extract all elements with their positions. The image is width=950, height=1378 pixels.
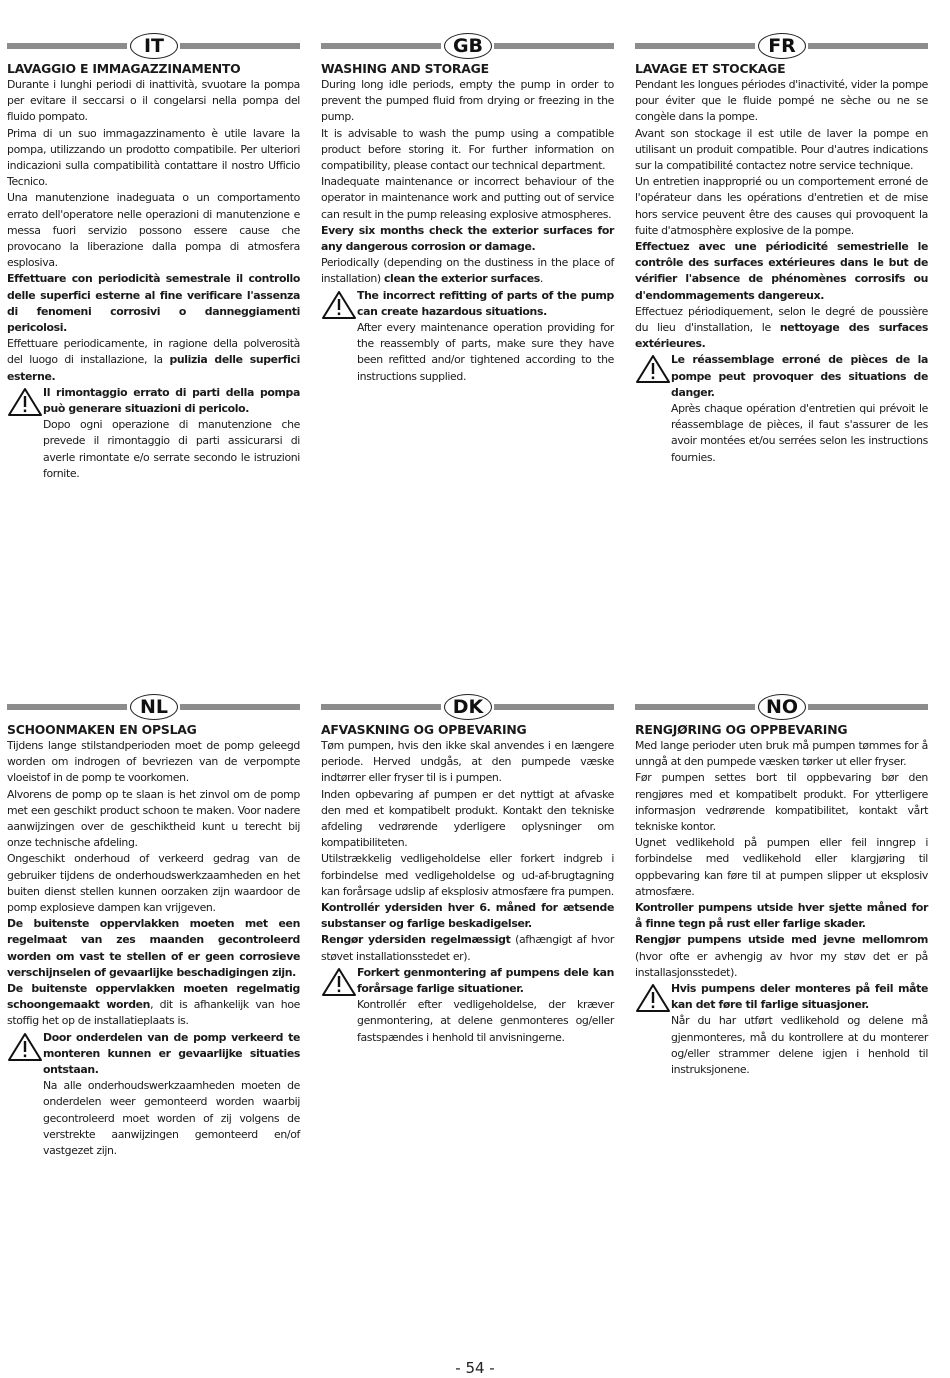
header-rule-left: [321, 704, 441, 710]
language-badge: IT: [130, 33, 178, 59]
warning-title: Door onderdelen van de pomp verkeerd te monteren kunnen er gevaarlijke situaties ontstaan.: [43, 1030, 300, 1077]
paragraph: Prima di un suo immagazzinamento è utile lavare la pompa, utilizzando un prodotto compatibile. Per ulteriori indicazioni sulla compatibilità contattare il nostro Ufficio Tecnico.: [7, 126, 300, 189]
section-header: [635, 33, 928, 59]
header-rule-right: [808, 704, 928, 710]
section-it: [7, 33, 300, 482]
header-rule-left: [7, 704, 127, 710]
paragraph: Pendant les longues périodes d'inactivité, vider la pompe pour éviter que le fluide pompé ne sèche ou ne se congèle dans la pompe.: [635, 78, 928, 124]
header-rule-left: [7, 43, 127, 49]
paragraph: During long idle periods, empty the pump in order to prevent the pumped fluid from drying or freezing in the pump.: [321, 78, 614, 124]
paragraph: Un entretien inapproprié ou un comportement erroné de l'opérateur dans les opérations d'entretien et de mise hors service peuvent être des causes qui provoquent la fuite d'atmosphère explosive de la pompe.: [635, 175, 928, 237]
section-dk: [321, 694, 614, 1046]
header-rule-right: [180, 43, 300, 49]
warning-title: The incorrect refitting of parts of the pump can create hazardous situations.: [357, 288, 614, 318]
warning-text: Na alle onderhoudswerkzaamheden moeten de onderdelen weer gemonteerd worden waarbij gecontroleerd moet worden of zij volgens de verstrekte aanwijzingen gemonteerd en/of vastgezet zijn.: [43, 1079, 300, 1158]
section-gb: [321, 33, 614, 385]
section-title: SCHOONMAKEN EN OPSLAG: [7, 722, 197, 737]
warning-triangle-icon: [321, 967, 357, 997]
section-title: WASHING AND STORAGE: [321, 61, 489, 76]
paragraph: Utilstrækkelig vedligeholdelse eller forkert indgreb i forbindelse med vedligeholdelse og ud-af-brugtagning kan forårsage udslip af eksplosiv atmosfære fra pumpen.: [321, 852, 614, 898]
warning-block: [7, 1030, 300, 1160]
paragraph: It is advisable to wash the pump using a compatible product before storing it. For further information on compatibility, please contact our technical department.: [321, 126, 614, 173]
paragraph: De buitenste oppervlakken moeten regelmatig schoongemaakt worden, dit is afhankelijk van hoe stoffig het op de installatieplaats is.: [7, 982, 300, 1028]
section-title: RENGJØRING OG OPPBEVARING: [635, 722, 848, 737]
paragraph-bold: Kontroller pumpens utside hver sjette måned for å finne tegn på rust eller farlige skader.: [635, 901, 928, 931]
section-title: LAVAGE ET STOCKAGE: [635, 61, 786, 76]
paragraph: Inden opbevaring af pumpen er det nyttigt at afvaske den med et kompatibelt produkt. Kontakt den tekniske afdeling vedrørende yderligere oplysninger om kompatibiliteten.: [321, 787, 614, 850]
paragraph-bold: Every six months check the exterior surfaces for any dangerous corrosion or damage.: [321, 223, 614, 254]
section-header: [7, 33, 300, 59]
warning-block: [635, 981, 928, 1078]
warning-triangle-icon: [635, 354, 671, 384]
paragraph-bold: Kontrollér ydersiden hver 6. måned for ætsende substanser og farlige beskadigelser.: [321, 901, 614, 931]
warning-text: Dopo ogni operazione di manutenzione che prevede il rimontaggio di parti assicurarsi di averle rimontate e/o serrate secondo le istruzioni fornite.: [43, 418, 300, 480]
paragraph-bold: Effectuez avec une périodicité semestrielle le contrôle des surfaces extérieures dans le but de vérifier l'absence de phénomènes corrosifs ou d'endommagements dangereux.: [635, 240, 928, 302]
header-rule-right: [808, 43, 928, 49]
warning-triangle-icon: [7, 387, 43, 417]
paragraph: Periodically (depending on the dustiness in the place of installation) clean the exterior surfaces.: [321, 256, 614, 286]
section-header: [635, 694, 928, 720]
warning-text: Après chaque opération d'entretien qui prévoit le réassemblage de pièces, il faut s'assurer de les avoir montées et/ou serrées selon les instructions fournies.: [671, 402, 928, 464]
warning-text: After every maintenance operation providing for the reassembly of parts, make sure they have been refitted and/or tightened according to the instructions supplied.: [357, 321, 614, 383]
language-badge: NO: [758, 694, 806, 720]
paragraph-bold: Effettuare con periodicità semestrale il controllo delle superfici esterne al fine verificare l'assenza di fenomeni corrosivi o danneggiamenti pericolosi.: [7, 272, 300, 335]
paragraph: Rengør ydersiden regelmæssigt (afhængigt af hvor støvet installationsstedet er).: [321, 933, 614, 963]
paragraph: Una manutenzione inadeguata o un comportamento errato dell'operatore nelle operazioni di manutenzione e messa fuori servizio possono essere cause che provocano la liberazione dalla pompa di atmosfera esplosiva.: [7, 191, 300, 270]
header-rule-left: [635, 43, 755, 49]
paragraph: Effettuare periodicamente, in ragione della polverosità del luogo di installazione, la pulizia delle superfici esterne.: [7, 337, 301, 383]
section-header: [7, 694, 300, 720]
header-rule-right: [494, 43, 614, 49]
header-rule-left: [635, 704, 755, 710]
paragraph: Tøm pumpen, hvis den ikke skal anvendes i en længere periode. Herved undgås, at den pumpede væske indtørrer eller fryser til is i pumpen.: [321, 739, 614, 785]
section-nl: [7, 694, 300, 1159]
paragraph: Ongeschikt onderhoud of verkeerd gedrag van de gebruiker tijdens de onderhoudswerkzaamheden en het buiten dienst stellen kunnen oorzaken zijn waardoor de pomp explosieve dampen kan vrijgeven.: [7, 852, 300, 915]
warning-block: [321, 288, 614, 385]
header-rule-left: [321, 43, 441, 49]
header-rule-right: [494, 704, 614, 710]
language-badge: NL: [130, 694, 178, 720]
section-header: [321, 694, 614, 720]
paragraph: Effectuez périodiquement, selon le degré de poussière du lieu d'installation, le nettoyage des surfaces extérieures.: [635, 304, 928, 351]
warning-title: Hvis pumpens deler monteres på feil måte kan det føre til farlige situasjoner.: [671, 982, 928, 1012]
paragraph: Durante i lunghi periodi di inattività, svuotare la pompa per evitare il seccarsi o il congelarsi nella pompa del fluido pompato.: [7, 78, 300, 124]
language-badge: FR: [758, 33, 806, 59]
paragraph: Før pumpen settes bort til oppbevaring bør den rengjøres med et kompatibelt produkt. For ytterligere informasjon vedrørende kompatibilitet, kontakt vårt tekniske kontor.: [635, 771, 928, 834]
warning-text: Kontrollér efter vedligeholdelse, der kræver genmontering, at delene genmonteres og/eller fastspændes i henhold til anvisningerne.: [357, 998, 614, 1044]
paragraph: Alvorens de pomp op te slaan is het zinvol om de pomp met een geschikt product schoon te maken. Voor nadere aanwijzingen over de geschiktheid kunt u terecht bij onze technische afdeling.: [7, 787, 300, 850]
warning-triangle-icon: [321, 290, 357, 320]
paragraph: Med lange perioder uten bruk må pumpen tømmes for å unngå at den pumpede væsken tørker ut eller fryser.: [635, 739, 928, 769]
section-header: [321, 33, 614, 59]
paragraph: Inadequate maintenance or incorrect behaviour of the operator in maintenance work and putting out of service can result in the pump releasing explosive atmospheres.: [321, 175, 614, 221]
warning-title: Le réassemblage erroné de pièces de la pompe peut provoquer des situations de danger.: [671, 353, 928, 399]
paragraph-bold: De buitenste oppervlakken moeten met een regelmaat van zes maanden gecontroleerd worden om vast te stellen of er geen corrosieve verschijnselen of gevaarlijke beschadigingen zijn.: [7, 917, 300, 979]
warning-title: Il rimontaggio errato di parti della pompa può generare situazioni di pericolo.: [43, 385, 300, 416]
header-rule-right: [180, 704, 300, 710]
warning-block: [321, 965, 614, 1046]
language-badge: GB: [444, 33, 492, 59]
warning-block: [635, 352, 928, 465]
paragraph: Ugnet vedlikehold på pumpen eller feil inngrep i forbindelse med vedlikehold eller klargjøring til oppbevaring kan føre til at pumpen slipper ut eksplosiv atmosfære.: [635, 836, 928, 898]
warning-title: Forkert genmontering af pumpens dele kan forårsage farlige situationer.: [357, 965, 614, 996]
paragraph: Rengjør pumpens utside med jevne mellomrom (hvor ofte er avhengig av hvor my støv det er på installasjonsstedet).: [635, 933, 928, 979]
warning-triangle-icon: [635, 983, 671, 1013]
paragraph: Avant son stockage il est utile de laver la pompe en utilisant un produit compatible. Pour d'autres indications sur la compatibilité contactez notre service technique.: [635, 126, 928, 173]
paragraph: Tijdens lange stilstandperioden moet de pomp geleegd worden om indrogen of bevriezen van de verpompte vloeistof in de pomp te voorkomen.: [7, 739, 300, 785]
warning-text: Når du har utført vedlikehold og delene må gjenmonteres, må du kontrollere at du monterer og/eller strammer delene igjen i henhold til instruksjonene.: [671, 1014, 928, 1077]
section-title: LAVAGGIO E IMMAGAZZINAMENTO: [7, 61, 241, 76]
section-fr: [635, 33, 928, 466]
warning-triangle-icon: [7, 1032, 43, 1062]
page-number: - 54 -: [455, 1359, 495, 1377]
warning-block: [7, 385, 300, 482]
section-no: [635, 694, 928, 1078]
section-title: AFVASKNING OG OPBEVARING: [321, 722, 527, 737]
language-badge: DK: [444, 694, 492, 720]
